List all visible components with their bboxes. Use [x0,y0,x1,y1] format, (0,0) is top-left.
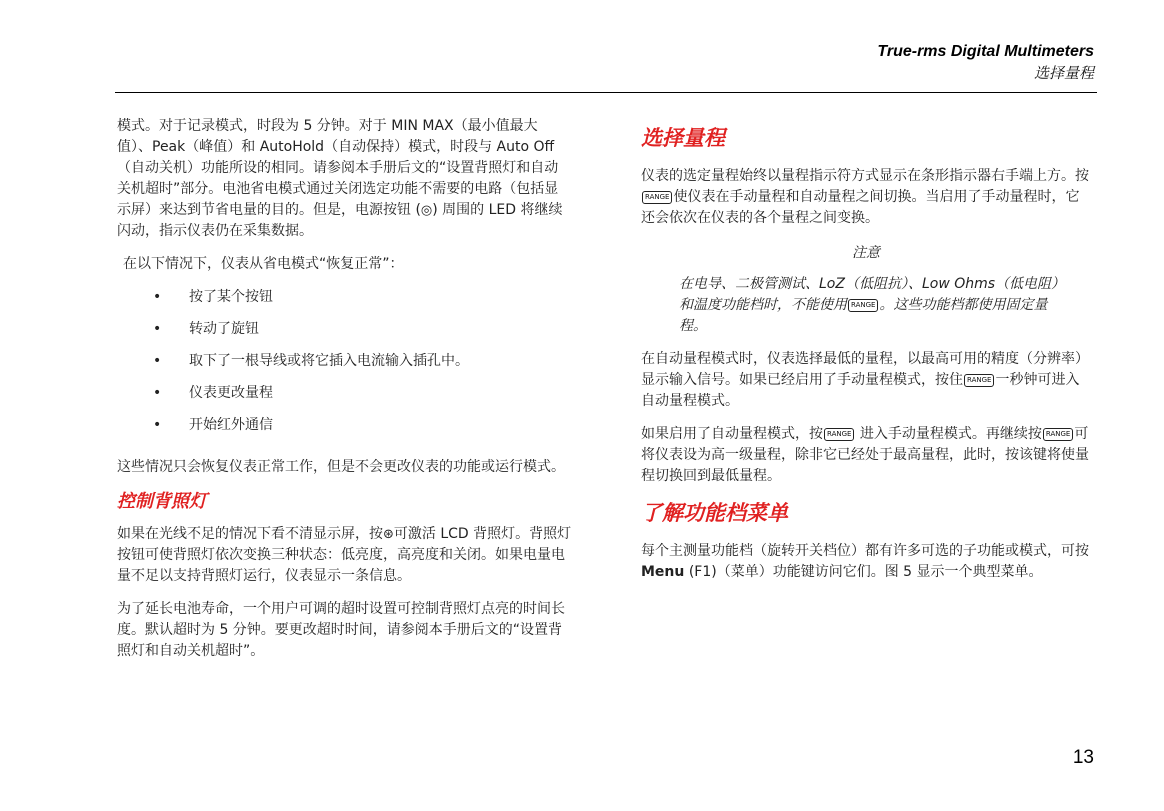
range-key-icon: RANGE [848,299,878,312]
list-item: • 仪表更改量程 [117,383,572,415]
paragraph-battery-save: 模式。对于记录模式，时段为 5 分钟。对于 MIN MAX（最小值最大值）、Peak（峰值）和 AutoHold（自动保持）模式，时段与 Auto Off（自动关机）功能所设的相同。请参阅本手册后文的“设置背照灯和自动关机超时”部分。电池省电模式通过关闭选定功能不需要的电路（包括显示屏）来达到节省电量的目的。但是，电源按钮 (◎) 周围的 LED 将继续闪动，指示仪表仍在采集数据。 [117,118,563,239]
range-key-icon: RANGE [642,191,672,204]
header-rule [115,92,1097,93]
paragraph-range-intro: 仪表的选定量程始终以量程指示符方式显示在条形指示器右手端上方。按RANGE 使仪表在手动量程和自动量程之间切换。当启用了手动量程时，它还会依次在仪表的各个量程之间变换。 [641,168,1089,226]
note-title: 注意 [852,245,880,261]
paragraph-wake-conditions: 在以下情况下，仪表从省电模式“恢复正常”： [123,256,404,272]
range-key-icon: RANGE [964,374,994,387]
heading-select-range: 选择量程 [641,126,725,150]
note-body: 在电导、二极管测试、LoZ（低阻抗）、Low Ohms（低电阻）和温度功能档时，不能使用 RANGE 。这些功能档都使用固定量程。 [679,276,1066,334]
paragraph-backlight: 如果在光线不足的情况下看不清显示屏，按⊛可激活 LCD 背照灯。背照灯按钮可使背照灯依次变换三种状态：低亮度，高亮度和关闭。如果电量电量不足以支持背照灯运行，仪表显示一条信息。 [117,526,572,584]
heading-function-menu: 了解功能档菜单 [641,501,788,525]
menu-key-label: Menu [641,564,685,580]
list-item: • 按了某个按钮 [117,287,572,319]
bullet-icon: • [153,321,162,337]
bullet-icon: • [153,417,162,433]
header-subtitle: 选择量程 [1033,64,1094,82]
backlight-button-icon: ⊛ [383,527,394,542]
wake-condition-list [117,287,572,447]
list-item: • 取下了一根导线或将它插入电流输入插孔中。 [117,351,572,383]
bullet-icon: • [153,385,162,401]
left-column [117,116,572,674]
power-button-icon: ◎ [420,203,433,218]
paragraph-restore-note: 这些情况只会恢复仪表正常工作，但是不会更改仪表的功能或运行模式。 [117,459,565,475]
bullet-icon: • [153,289,162,305]
page-header [877,42,1094,84]
list-item: • 开始红外通信 [117,415,572,447]
range-key-icon: RANGE [824,428,854,441]
header-title: True-rms Digital Multimeters [877,43,1094,60]
heading-backlight: 控制背照灯 [117,491,207,512]
page-number: 13 [1072,747,1094,768]
list-item: • 转动了旋钮 [117,319,572,351]
paragraph-manual-range: 如果启用了自动量程模式，按 RANGE 进入手动量程模式。再继续按 RANGE 可将仪表设为高一级量程，除非它已经处于最高量程，此时，按该键将使量程切换回到最低量程。 [641,426,1089,484]
bullet-icon: • [153,353,162,369]
right-column [641,116,1091,595]
range-key-icon: RANGE [1043,428,1073,441]
paragraph-backlight-timeout: 为了延长电池寿命，一个用户可调的超时设置可控制背照灯点亮的时间长度。默认超时为 5 分钟。要更改超时时间，请参阅本手册后文的“设置背照灯和自动关机超时”。 [117,601,565,659]
paragraph-autorange: 在自动量程模式时，仪表选择最低的量程，以最高可用的精度（分辨率）显示输入信号。如果已经启用了手动量程模式，按住 RANGE 一秒钟可进入自动量程模式。 [641,351,1089,409]
paragraph-function-menu: 每个主测量功能档（旋转开关档位）都有许多可选的子功能或模式，可按 Menu (F1)（菜单）功能键访问它们。图 5 显示一个典型菜单。 [641,543,1089,580]
